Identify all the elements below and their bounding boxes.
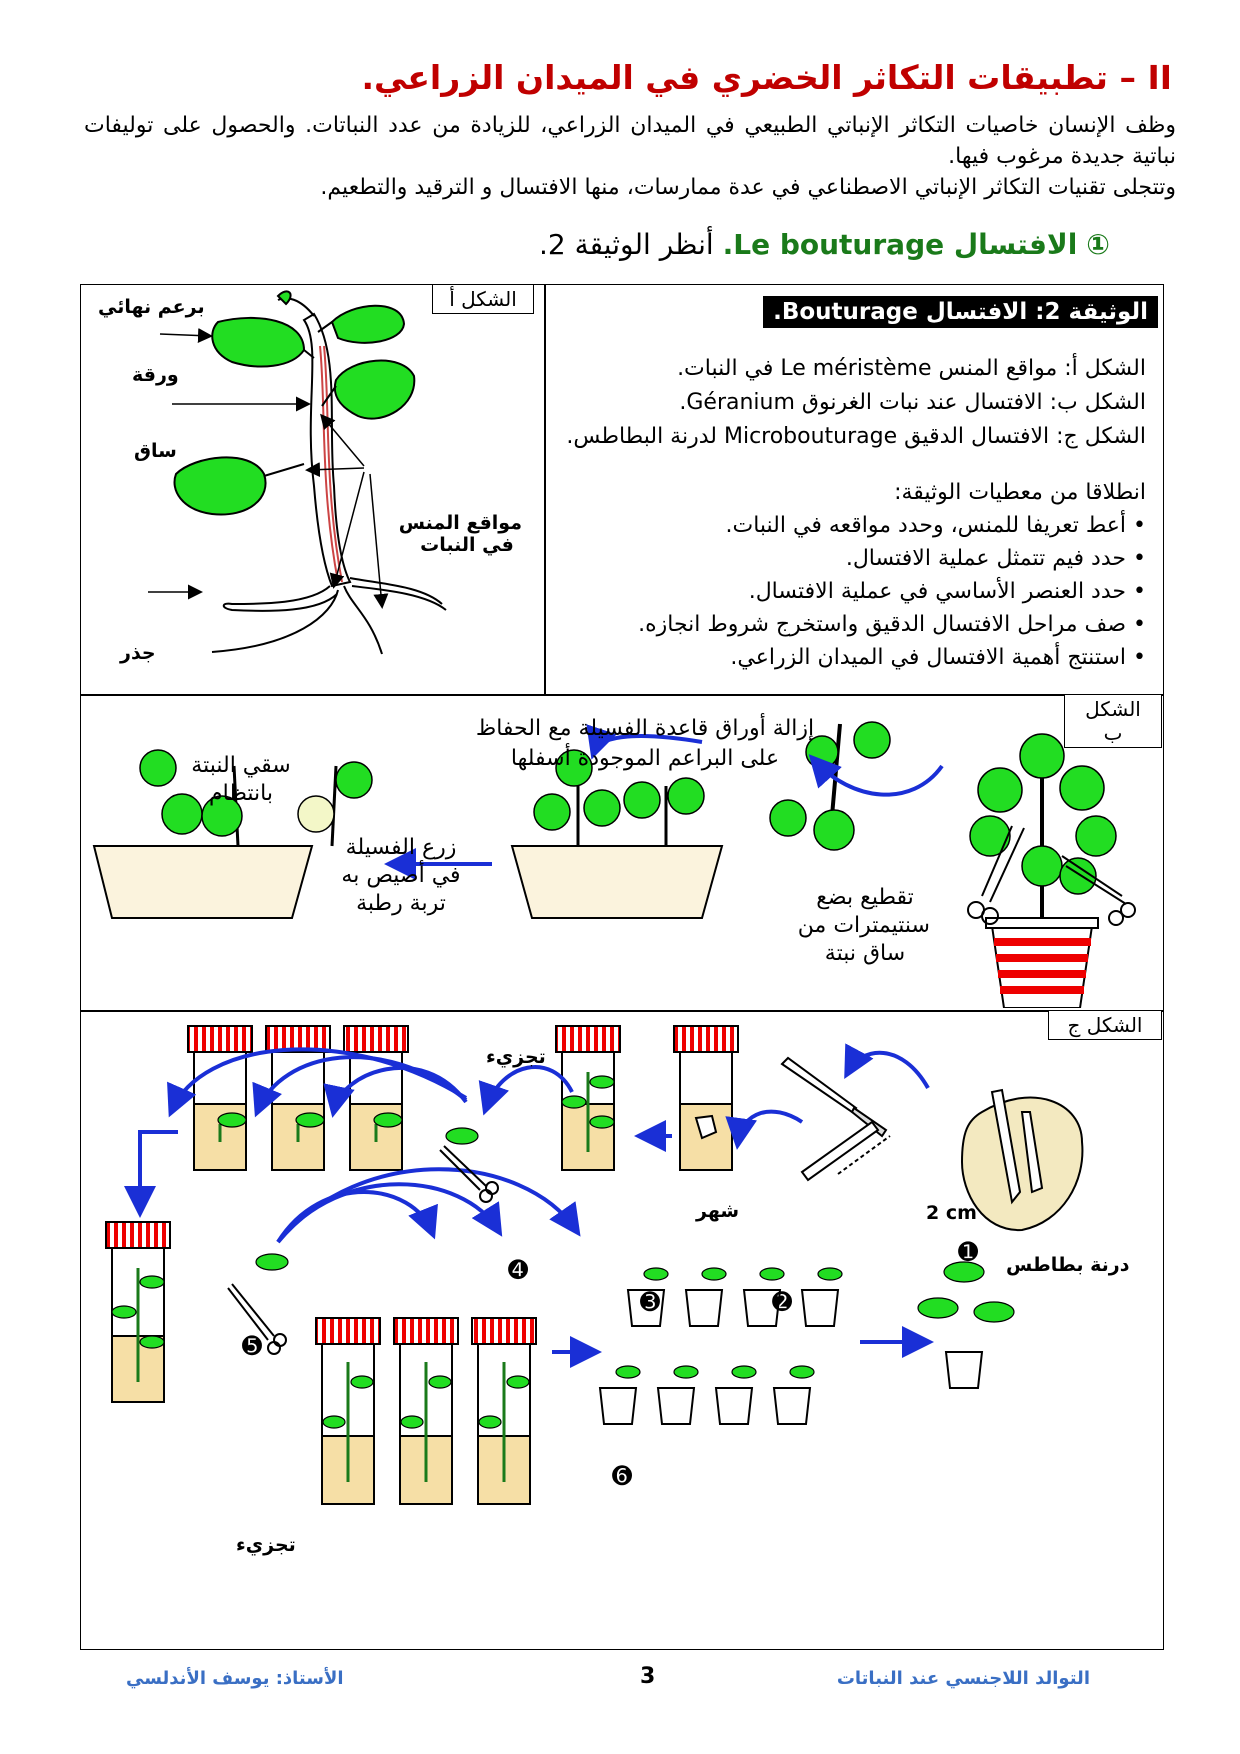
- caption-b: الشكل ب: الافتسال عند نبات الغرنوق Géranium.: [679, 390, 1146, 415]
- roots: [212, 578, 446, 654]
- divider: [544, 284, 546, 694]
- divide-label-top: تجزيء: [486, 1046, 546, 1068]
- step-remove-label: إزالة أوراق قاعدة الفسيلة مع الحفاظ على البراعم الموجودة أسفلها: [475, 716, 815, 771]
- step-2-badge: ➋: [772, 1288, 793, 1316]
- figure-a-plant-diagram: [82, 286, 542, 692]
- root-label: جذر: [120, 642, 156, 664]
- pot: [986, 918, 1098, 1008]
- step-3-badge: ➌: [640, 1288, 661, 1316]
- section-number: ①: [1086, 228, 1110, 261]
- document-title: الوثيقة 2: الافتسال Bouturage.: [763, 296, 1158, 328]
- footer-topic: التوالد اللاجنسي عند النباتات: [836, 1668, 1090, 1689]
- step-water-label: سقي النبتة بانتظام: [191, 753, 291, 806]
- footer-teacher: الأستاذ: يوسف الأندلسي: [126, 1668, 344, 1689]
- terminal-bud: [278, 291, 291, 304]
- divide-label-bottom: تجزيء: [236, 1534, 296, 1556]
- intro-paragraph-1: وظف الإنسان خاصيات التكاثر الإنباتي الطبيعي في الميدان الزراعي، للزيادة من عدد النباتات. والحصول على توليفات نباتية جديدة مرغوب فيها.: [84, 113, 1176, 169]
- month-label: شهر: [696, 1200, 740, 1222]
- step-6-badge: ➏: [612, 1462, 633, 1490]
- intro-paragraph-2: وتتجلى تقنيات التكاثر الإنباتي الاصطناعي في عدة ممارسات، منها الافتسال و الترقيد والتطعيم.: [320, 175, 1176, 200]
- question-5: • استنتج أهمية الافتسال في الميدان الزراعي.: [730, 645, 1146, 670]
- leaf: [335, 361, 414, 419]
- figure-b-label: الشكل ب: [1064, 694, 1162, 748]
- question-3: • حدد العنصر الأساسي في عملية الافتسال.: [748, 579, 1146, 604]
- caption-a: الشكل أ: مواقع المنس Le méristème في النبات.: [677, 356, 1146, 381]
- step-5-badge: ➎: [242, 1332, 263, 1360]
- section-name: الافتسال Le bouturage.: [722, 228, 1078, 261]
- question-2: • حدد فيم تتمثل عملية الافتسال.: [845, 546, 1146, 571]
- stem-label: ساق: [134, 440, 177, 462]
- section-reference: أنظر الوثيقة 2.: [538, 228, 714, 261]
- leaf: [212, 318, 304, 367]
- step-1-badge: ➊: [958, 1238, 979, 1266]
- geranium-plant: [970, 734, 1116, 918]
- intro-text: [84, 110, 1176, 203]
- caption-c: الشكل ج: الافتسال الدقيق Microbouturage لدرنة البطاطس.: [566, 424, 1146, 449]
- step-plant-label: زرع الفسيلة في أصيص به تربة رطبة: [341, 835, 461, 916]
- size-label: 2 cm: [926, 1202, 977, 1224]
- leaf-label: ورقة: [132, 364, 179, 386]
- leaf: [175, 457, 266, 514]
- questions-prompt: انطلاقا من معطيات الوثيقة:: [894, 480, 1146, 505]
- step-cut-label: تقطيع بضع سنتيمترات من ساق نبتة: [797, 885, 930, 966]
- question-1: • أعط تعريفا للمنس، وحدد مواقعه في النبات.: [725, 513, 1146, 538]
- figure-c-label: الشكل ج: [1048, 1010, 1162, 1040]
- step-4-badge: ➍: [508, 1256, 529, 1284]
- bud-label: برعم نهائي: [98, 296, 205, 318]
- page-number: 3: [640, 1664, 656, 1689]
- tuber-label: درنة بطاطس: [1006, 1254, 1130, 1276]
- question-4: • صف مراحل الافتسال الدقيق واستخرج شروط انجازه.: [638, 612, 1146, 637]
- meristem-label: مواقع المنس في النبات: [398, 512, 522, 556]
- test-tubes: [106, 1026, 738, 1504]
- section-heading: [539, 228, 1110, 261]
- figure-a-label: الشكل أ: [432, 284, 534, 314]
- leaf: [332, 306, 404, 343]
- page-title: II – تطبيقات التكاثر الخضري في الميدان الزراعي.: [361, 58, 1172, 97]
